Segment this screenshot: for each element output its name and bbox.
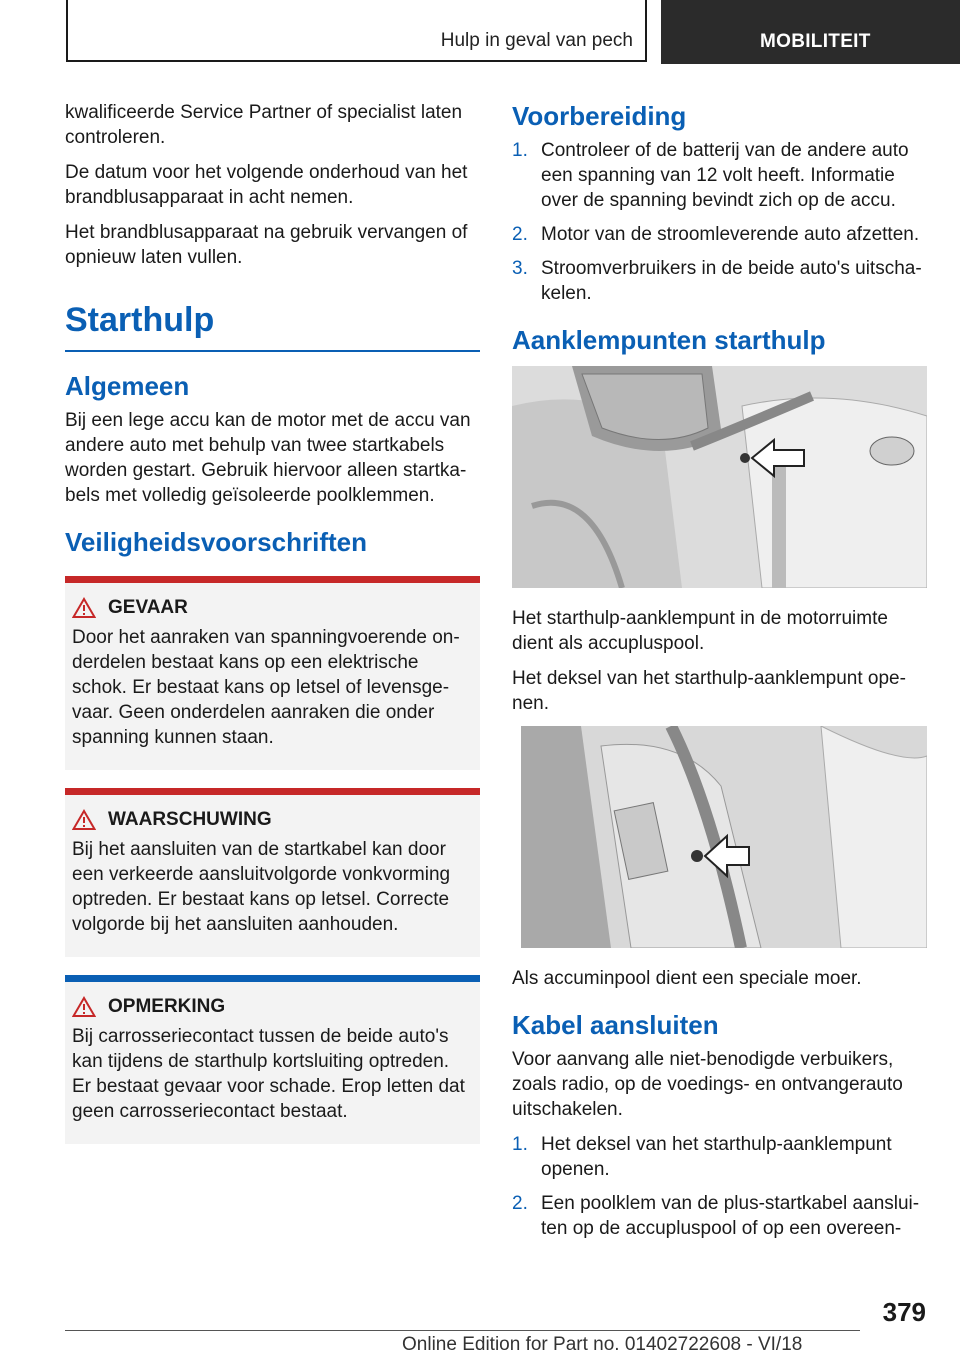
heading-safety: Veiligheidsvoorschriften — [65, 527, 367, 557]
heading-points: Aanklempunten starthulp — [512, 325, 826, 355]
engine-photo-negative-terminal — [521, 726, 927, 948]
cable-text: Voor aanvang alle niet-benodigde verbuikers, zoals radio, op de voedings- en ontvangerauto uitschakelen. — [512, 1049, 903, 1120]
section-title: Hulp in geval van pech — [440, 30, 633, 51]
prep-steps — [512, 138, 927, 306]
step-text: Stroomverbruikers in de beide auto's uitschakelen. — [541, 258, 922, 304]
page-number: 379 — [882, 1297, 926, 1327]
chapter-title: MOBILITEIT — [760, 31, 871, 52]
right-column — [512, 100, 927, 1253]
notice-title-row — [72, 996, 470, 1018]
engine-photo-positive-terminal — [512, 366, 927, 588]
intro-paragraph: kwalificeerde Service Partner of specialist laten controleren. — [65, 102, 463, 148]
heading-cable: Kabel aansluiten — [512, 1010, 719, 1040]
warning-text: Bij het aansluiten van de startkabel kan door een verkeerde aansluitvolgorde vonkvorming optreden. Er bestaat kans op letsel. Correcte volgorde bij het aansluiten aanhouden. — [72, 839, 451, 935]
step-text: Een poolklem van de plus-startkabel aansluiten op de accupluspool of op een overeen- — [541, 1193, 920, 1239]
heading-prep: Voorbereiding — [512, 101, 687, 131]
danger-title: GEVAAR — [108, 597, 188, 618]
notice-text: Bij carrosseriecontact tussen de beide auto's kan tijdens de starthulp kortsluiting optreden. Er bestaat gevaar voor schade. Erop letten dat geen carrosseriecontact bestaat. — [72, 1026, 465, 1122]
list-item — [512, 138, 927, 213]
step-text: Controleer of de batterij van de andere auto een spanning van 12 volt heeft. Informatie over de spanning bevindt zich op de accu. — [541, 140, 909, 211]
danger-title-row — [72, 597, 470, 619]
photo1-instruction: Het deksel van het starthulp-aanklempunt openen. — [512, 668, 906, 714]
step-number: 1. — [512, 1134, 528, 1155]
warning-box — [65, 788, 480, 957]
notice-box — [65, 975, 480, 1144]
danger-text: Door het aanraken van spanningvoerende onderdelen bestaat kans op een elektrische schok. Er bestaat kans op letsel of levensgevaar. Geen onderdelen aanraken die onder spanning kunnen staan. — [72, 627, 460, 748]
heading-general: Algemeen — [65, 371, 190, 401]
list-item — [512, 256, 927, 306]
cable-steps — [512, 1132, 927, 1241]
warning-title-row — [72, 809, 470, 831]
step-number: 2. — [512, 224, 528, 245]
list-item — [512, 1191, 927, 1241]
step-number: 3. — [512, 258, 528, 279]
step-number: 2. — [512, 1193, 528, 1214]
warning-title: WAARSCHUWING — [108, 809, 272, 830]
warning-triangle-icon — [72, 597, 96, 619]
photo2-caption: Als accuminpool dient een speciale moer. — [512, 968, 862, 989]
footer-edition: Online Edition for Part no. 01402722608 - VI/18 — [402, 1334, 803, 1355]
chapter-tab — [661, 0, 960, 64]
danger-box — [65, 576, 480, 770]
intro-paragraph: De datum voor het volgende onderhoud van het brandblusapparaat in acht nemen. — [65, 162, 468, 208]
warning-triangle-icon — [72, 809, 96, 831]
notice-title: OPMERKING — [108, 996, 226, 1017]
list-item — [512, 222, 927, 247]
page-header — [0, 0, 960, 64]
intro-paragraph: Het brandblusapparaat na gebruik vervangen of opnieuw laten vullen. — [65, 222, 468, 268]
heading-starthulp: Starthulp — [65, 300, 480, 352]
section-title-tab — [66, 0, 647, 62]
step-number: 1. — [512, 140, 528, 161]
footer-divider — [65, 1330, 860, 1331]
general-text: Bij een lege accu kan de motor met de accu van andere auto met behulp van twee startkabels worden gestart. Gebruik hiervoor alleen startkabels met volledig geïsoleerde poolklemmen. — [65, 410, 471, 506]
warning-triangle-icon — [72, 996, 96, 1018]
photo1-caption: Het starthulp-aanklempunt in de motorruimte dient als accupluspool. — [512, 608, 888, 654]
list-item — [512, 1132, 927, 1182]
step-text: Motor van de stroomleverende auto afzetten. — [541, 224, 920, 245]
step-text: Het deksel van het starthulp-aanklempunt openen. — [541, 1134, 892, 1180]
left-column — [65, 100, 480, 1160]
